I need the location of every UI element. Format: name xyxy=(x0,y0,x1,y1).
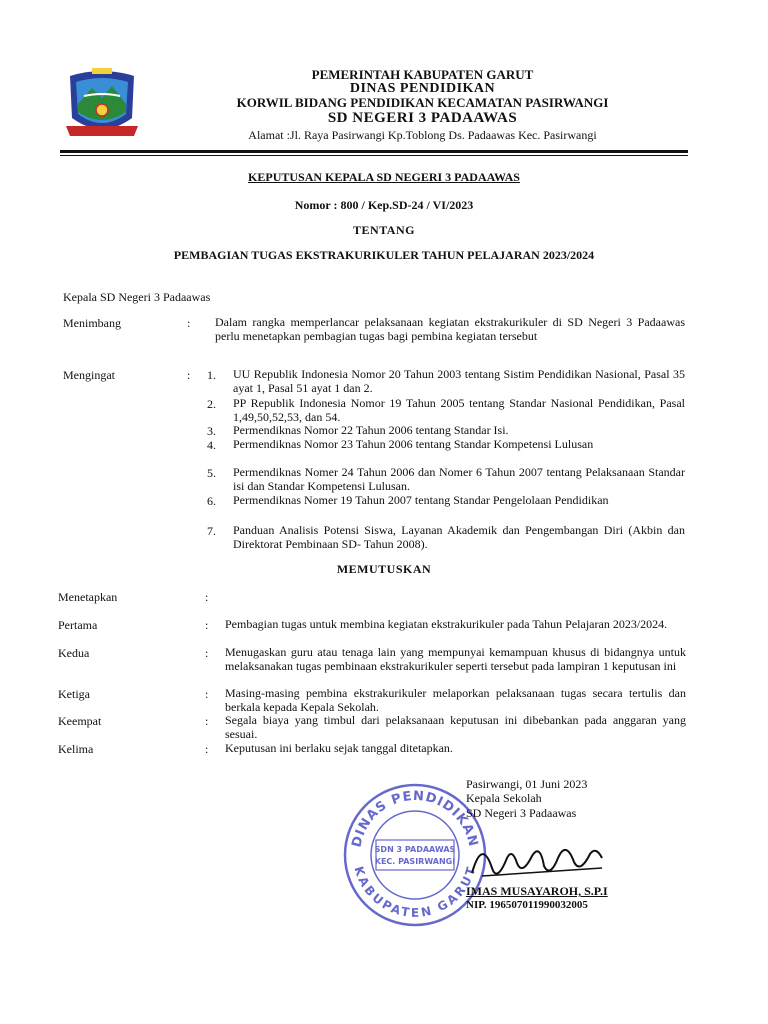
handwritten-signature xyxy=(462,828,612,888)
decision-text: Masing-masing pembina ekstrakurikuler melaporkan pelaksanaan tugas secara tertulis dan berkala kepada Kepala Sekolah. xyxy=(225,686,686,714)
mengingat-item-number: 6. xyxy=(207,494,216,508)
decision-colon: : xyxy=(205,714,209,728)
decision-colon: : xyxy=(205,687,209,701)
mengingat-item-text: Permendiknas Nomer 24 Tahun 2006 dan Nomer 6 Tahun 2007 tentang Pelaksanaan Standar isi dan Standar Kompetensi Lulusan. xyxy=(233,465,685,493)
menetapkan-label: Menetapkan xyxy=(58,590,118,604)
decision-text: Pembagian tugas untuk membina kegiatan ekstrakurikuler pada Tahun Pelajaran 2023/2024. xyxy=(225,617,668,631)
mengingat-item-text: UU Republik Indonesia Nomor 20 Tahun 2003 tentang Sistim Pendidikan Nasional, Pasal 35 ayat 1, Pasal 51 ayat 1 dan 2. xyxy=(233,367,685,395)
mengingat-item-number: 3. xyxy=(207,424,216,438)
mengingat-colon: : xyxy=(187,368,191,382)
letterhead-school: SD NEGERI 3 PADAAWAS xyxy=(327,110,518,126)
mengingat-item-text: Panduan Analisis Potensi Siswa, Layanan Akademik dan Pengembangan Diri (Akbin dan Direktorat Pembinaan SD- Tahun 2008). xyxy=(233,523,685,551)
decision-label: Ketiga xyxy=(58,687,90,701)
mengingat-item-text: Permendiknas Nomor 22 Tahun 2006 tentang Standar Isi. xyxy=(233,423,509,437)
decision-label: Kedua xyxy=(58,646,90,660)
menetapkan-colon: : xyxy=(205,590,209,604)
decision-colon: : xyxy=(205,742,209,756)
letterhead-address: Alamat :Jl. Raya Pasirwangi Kp.Toblong Ds. Padaawas Kec. Pasirwangi xyxy=(248,128,597,142)
mengingat-item-text: Permendiknas Nomor 23 Tahun 2006 tentang Standar Kompetensi Lulusan xyxy=(233,437,594,451)
mengingat-item-number: 5. xyxy=(207,466,216,480)
stamp-center-line2: KEC. PASIRWANGI xyxy=(374,857,456,866)
signature-school: SD Negeri 3 Padaawas xyxy=(466,806,577,820)
letterhead-government: PEMERINTAH KABUPATEN GARUT xyxy=(311,67,534,82)
decree-subject: PEMBAGIAN TUGAS EKSTRAKURIKULER TAHUN PELAJARAN 2023/2024 xyxy=(173,248,595,262)
mengingat-item-number: 2. xyxy=(207,397,216,411)
signature-name: IMAS MUSAYAROH, S.P.I xyxy=(466,884,608,898)
decision-text: Menugaskan guru atau tenaga lain yang mempunyai kemampuan khusus di bidangnya untuk melaksanakan tugas pembinaan ekstrakurikuler seperti tersebut pada lampiran 1 keputusan ini xyxy=(225,645,686,673)
decision-text: Segala biaya yang timbul dari pelaksanaan keputusan ini dibebankan pada anggaran yang sesuai. xyxy=(225,713,686,741)
letterhead-divider-thick xyxy=(60,150,688,153)
memutuskan-heading: MEMUTUSKAN xyxy=(336,562,432,576)
stamp-ring-top-text: DINAS PENDIDIKAN xyxy=(349,788,481,849)
decision-label: Keempat xyxy=(58,714,102,728)
menimbang-colon: : xyxy=(187,316,191,330)
decision-label: Kelima xyxy=(58,742,94,756)
letterhead-divider-thin xyxy=(60,155,688,156)
garut-regency-logo xyxy=(62,66,142,146)
menimbang-label: Menimbang xyxy=(63,316,121,330)
svg-text:KABUPATEN GARUT xyxy=(351,865,478,920)
signature-nip: NIP. 196507011990032005 xyxy=(466,899,588,911)
decision-colon: : xyxy=(205,646,209,660)
letterhead-division: KORWIL BIDANG PENDIDIKAN KECAMATAN PASIRWANGI xyxy=(236,95,609,110)
stamp-center-line1: SDN 3 PADAAWAS xyxy=(374,845,456,854)
mengingat-label: Mengingat xyxy=(63,368,115,382)
mengingat-item-text: Permendiknas Nomer 19 Tahun 2007 tentang Standar Pengelolaan Pendidikan xyxy=(233,493,609,507)
stamp-ring-bottom-text: KABUPATEN GARUT xyxy=(351,864,479,920)
decree-title: KEPUTUSAN KEPALA SD NEGERI 3 PADAAWAS xyxy=(248,170,520,184)
decree-issuer: Kepala SD Negeri 3 Padaawas xyxy=(63,290,211,304)
decision-label: Pertama xyxy=(58,618,98,632)
letterhead-office: DINAS PENDIDIKAN xyxy=(349,81,496,96)
mengingat-item-text: PP Republik Indonesia Nomor 19 Tahun 2005 tentang Standar Nasional Pendidikan, Pasal 1,49,50,52,53, dan 54. xyxy=(233,396,685,424)
mengingat-item-number: 4. xyxy=(207,438,216,452)
mengingat-item-number: 7. xyxy=(207,524,216,538)
decree-number: Nomor : 800 / Kep.SD-24 / VI/2023 xyxy=(294,198,474,212)
mengingat-item-number: 1. xyxy=(207,368,216,382)
decision-text: Keputusan ini berlaku sejak tanggal ditetapkan. xyxy=(225,741,453,755)
signature-role: Kepala Sekolah xyxy=(466,791,542,805)
signature-place-date: Pasirwangi, 01 Juni 2023 xyxy=(466,777,588,791)
menimbang-text: Dalam rangka memperlancar pelaksanaan kegiatan ekstrakurikuler di SD Negeri 3 Padaawas perlu menetapkan pembagian tugas bagi pembina kegiatan tersebut xyxy=(215,315,685,343)
decree-about-heading: TENTANG xyxy=(353,223,415,237)
decision-colon: : xyxy=(205,618,209,632)
